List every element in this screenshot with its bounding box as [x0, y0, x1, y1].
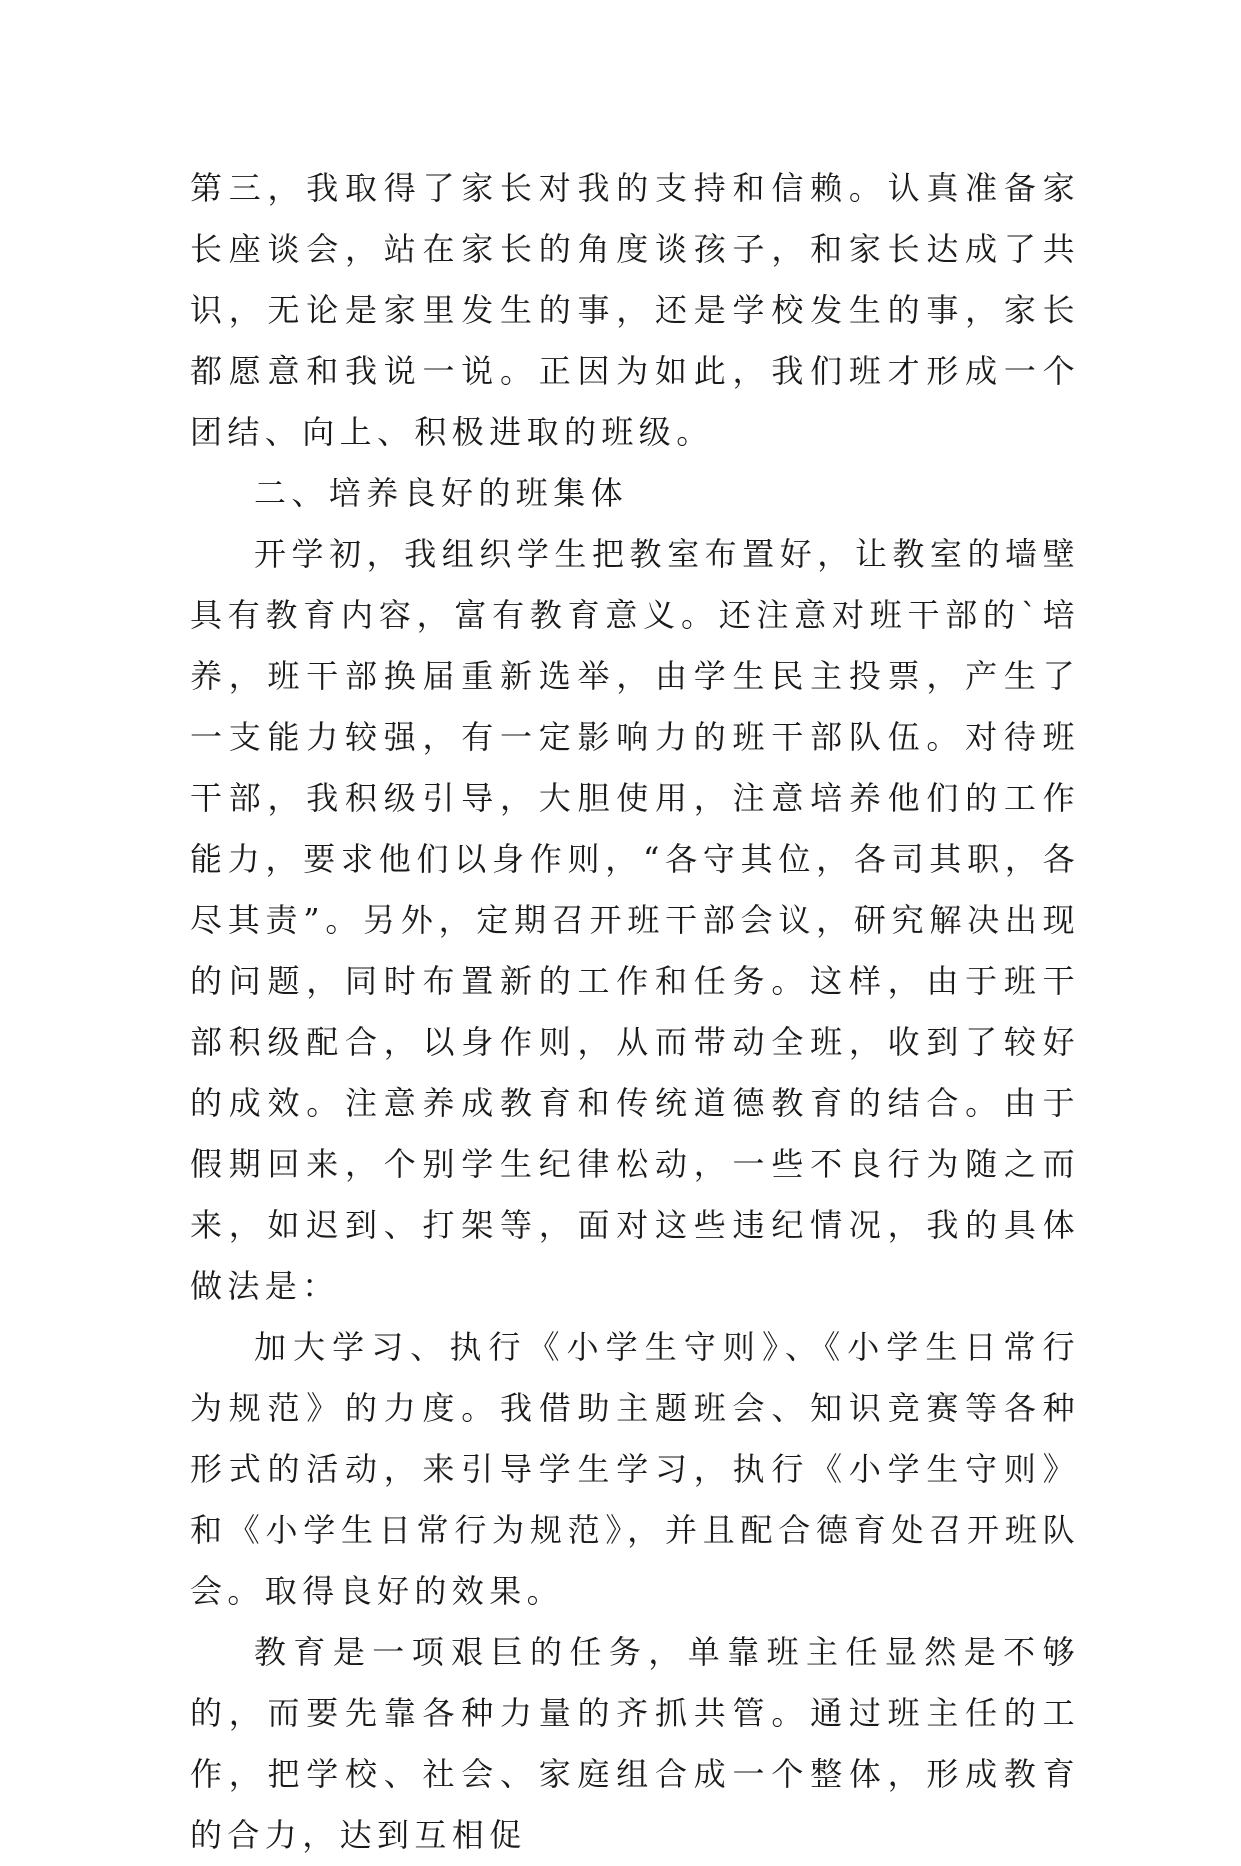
document-body — [190, 158, 1080, 1866]
paragraph-education-cooperation: 教育是一项艰巨的任务，单靠班主任显然是不够的，而要先靠各种力量的齐抓共管。通过班主任的工作，把学校、社会、家庭组合成一个整体，形成教育的合力，达到互相促 — [190, 1633, 1080, 1854]
paragraph-class-cadre: 开学初，我组织学生把教室布置好，让教室的墙壁具有教育内容，富有教育意义。还注意对班干部的`培养，班干部换届重新选举，由学生民主投票，产生了一支能力较强，有一定影响力的班干部队伍。对待班干部，我积级引导，大胆使用，注意培养他们的工作能力，要求他们以身作则，“各守其位，各司其职，各尽其责”。另外，定期召开班干部会议，研究解决出现的问题，同时布置新的工作和任务。这样，由于班干部积级配合，以身作则，从而带动全班，收到了较好的成效。注意养成教育和传统道德教育的结合。由于假期回来，个别学生纪律松动，一些不良行为随之而来，如迟到、打架等，面对这些违纪情况，我的具体做法是： — [190, 535, 1080, 1305]
section-heading-class-collective: 二、培养良好的班集体 — [254, 474, 629, 512]
paragraph-parent-trust: 第三，我取得了家长对我的支持和信赖。认真准备家长座谈会，站在家长的角度谈孩子，和家长达成了共识，无论是家里发生的事，还是学校发生的事，家长都愿意和我说一说。正因为如此，我们班才形成一个团结、向上、积极进取的班级。 — [190, 169, 1080, 451]
paragraph-rules-study: 加大学习、执行《小学生守则》、《小学生日常行为规范》的力度。我借助主题班会、知识竞赛等各种形式的活动，来引导学生学习，执行《小学生守则》和《小学生日常行为规范》，并且配合德育处召开班队会。取得良好的效果。 — [190, 1328, 1080, 1610]
